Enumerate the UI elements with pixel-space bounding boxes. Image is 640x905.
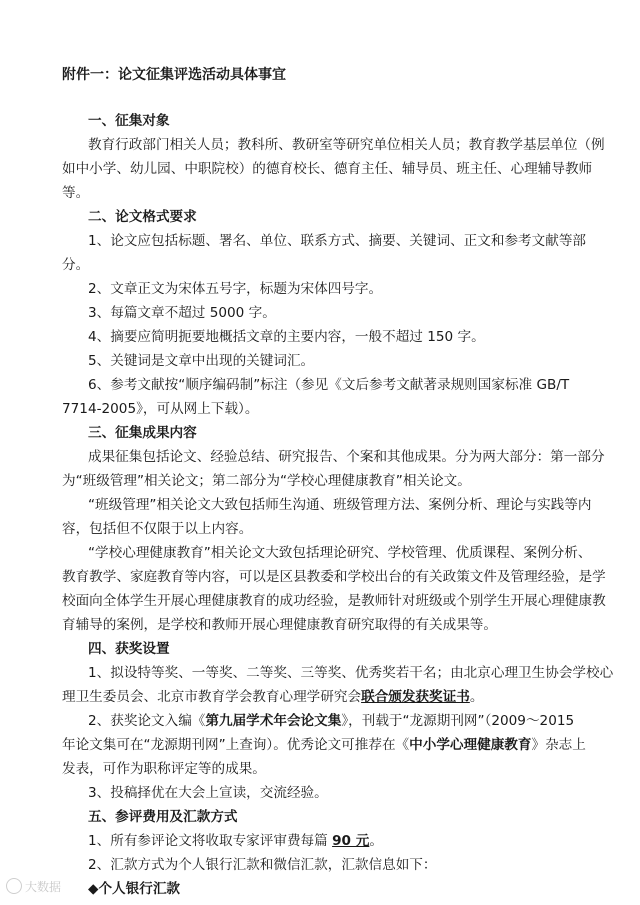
s2-item-5: 5、关键词是文章中出现的关键词汇。 [88, 353, 315, 369]
s4-item-1-end: 。 [469, 689, 484, 705]
bank-transfer-heading: ◆个人银行汇款 [88, 881, 181, 897]
s3-para-2-line-1: “班级管理”相关论文大致包括师生沟通、班级管理方法、案例分析、理论与实践等内 [88, 497, 592, 513]
page-title: 附件一：论文征集评选活动具体事宜 [62, 67, 286, 83]
s2-item-6-line-2: 7714-2005》，可从网上下载）。 [62, 401, 259, 417]
s4-item-2-line-2-text: 年论文集可在“龙源期刊网”上查询）。优秀论文可推荐在《 [62, 737, 410, 753]
s4-item-2-line-3: 发表，可作为职称评定等的成果。 [62, 761, 266, 777]
s4-item-1-line-2 [62, 685, 564, 709]
s4-item-3: 3、投稿择优在大会上宣读，交流经验。 [88, 785, 328, 801]
s3-para-3-line-2: 教育教学、家庭教育等内容，可以是区县教委和学校出台的有关政策文件及管理经验，是学 [62, 569, 606, 585]
s4-item-2-line-2 [62, 733, 586, 757]
s4-item-2-line-1 [88, 709, 590, 733]
s4-item-2-text-end: 》，刊载于“龙源期刊网”（2009～2015 [341, 713, 575, 729]
watermark [6, 878, 61, 895]
s2-item-1-line-2: 分。 [62, 257, 90, 273]
section-2-heading: 二、论文格式要求 [88, 209, 197, 225]
s1-line-1: 教育行政部门相关人员；教科所、教研室等研究单位相关人员；教育教学基层单位（例 [88, 137, 605, 153]
s5-item-2: 2、汇款方式为个人银行汇款和微信汇款，汇款信息如下： [88, 857, 437, 873]
section-1-heading: 一、征集对象 [88, 113, 170, 129]
journal-title: 中小学心理健康教育 [409, 737, 532, 753]
s2-item-1-line-1: 1、论文应包括标题、署名、单位、联系方式、摘要、关键词、正文和参考文献等部 [88, 233, 587, 249]
award-certificate-text: 联合颁发获奖证书 [361, 689, 470, 705]
s4-item-2-line-2-end: 》杂志上 [531, 737, 586, 753]
s4-item-1-line-1: 1、拟设特等奖、一等奖、二等奖、三等奖、优秀奖若干名；由北京心理卫生协会学校心 [88, 665, 614, 681]
s3-para-3-line-3: 校面向全体学生开展心理健康教育的成功经验，是教师针对班级或个别学生开展心理健康教 [62, 593, 606, 609]
watermark-logo-icon [6, 878, 22, 894]
section-4-heading: 四、获奖设置 [88, 641, 170, 657]
s2-item-3: 3、每篇文章不超过 5000 字。 [88, 305, 276, 321]
s2-item-2: 2、文章正文为宋体五号字，标题为宋体四号字。 [88, 281, 383, 297]
proceedings-title: 第九届学术年会论文集 [205, 713, 342, 729]
s5-item-1 [88, 829, 590, 853]
s3-para-3-line-4: 育辅导的案例，是学校和教师开展心理健康教育研究取得的有关成果等。 [62, 617, 497, 633]
s3-para-3-line-1: “学校心理健康教育”相关论文大致包括理论研究、学校管理、优质课程、案例分析、 [88, 545, 592, 561]
s4-item-2-text: 2、获奖论文入编《 [88, 713, 206, 729]
s3-para-1-line-2: 为“班级管理”相关论文；第二部分为“学校心理健康教育”相关论文。 [62, 473, 471, 489]
s5-item-1-text: 1、所有参评论文将收取专家评审费每篇 [88, 833, 333, 849]
s1-line-3: 等。 [62, 185, 90, 201]
section-3-heading: 三、征集成果内容 [88, 425, 197, 441]
s3-para-1-line-1: 成果征集包括论文、经验总结、研究报告、个案和其他成果。分为两大部分：第一部分 [88, 449, 605, 465]
s1-line-2: 如中小学、幼儿园、中职院校）的德育校长、德育主任、辅导员、班主任、心理辅导教师 [62, 161, 593, 177]
s4-item-1-text: 理卫生委员会、北京市教育学会教育心理学研究会 [62, 689, 362, 705]
s5-item-1-end: 。 [369, 833, 383, 849]
fee-amount: 90 元 [332, 833, 370, 849]
section-5-heading: 五、参评费用及汇款方式 [88, 809, 238, 825]
watermark-text: 大数据 [25, 880, 62, 894]
s2-item-6-line-1: 6、参考文献按“顺序编码制”标注（参见《文后参考文献著录规则国家标准 GB/T [88, 377, 570, 393]
s3-para-2-line-2: 容，包括但不仅限于以上内容。 [62, 521, 253, 537]
s2-item-4: 4、摘要应简明扼要地概括文章的主要内容，一般不超过 150 字。 [88, 329, 485, 345]
